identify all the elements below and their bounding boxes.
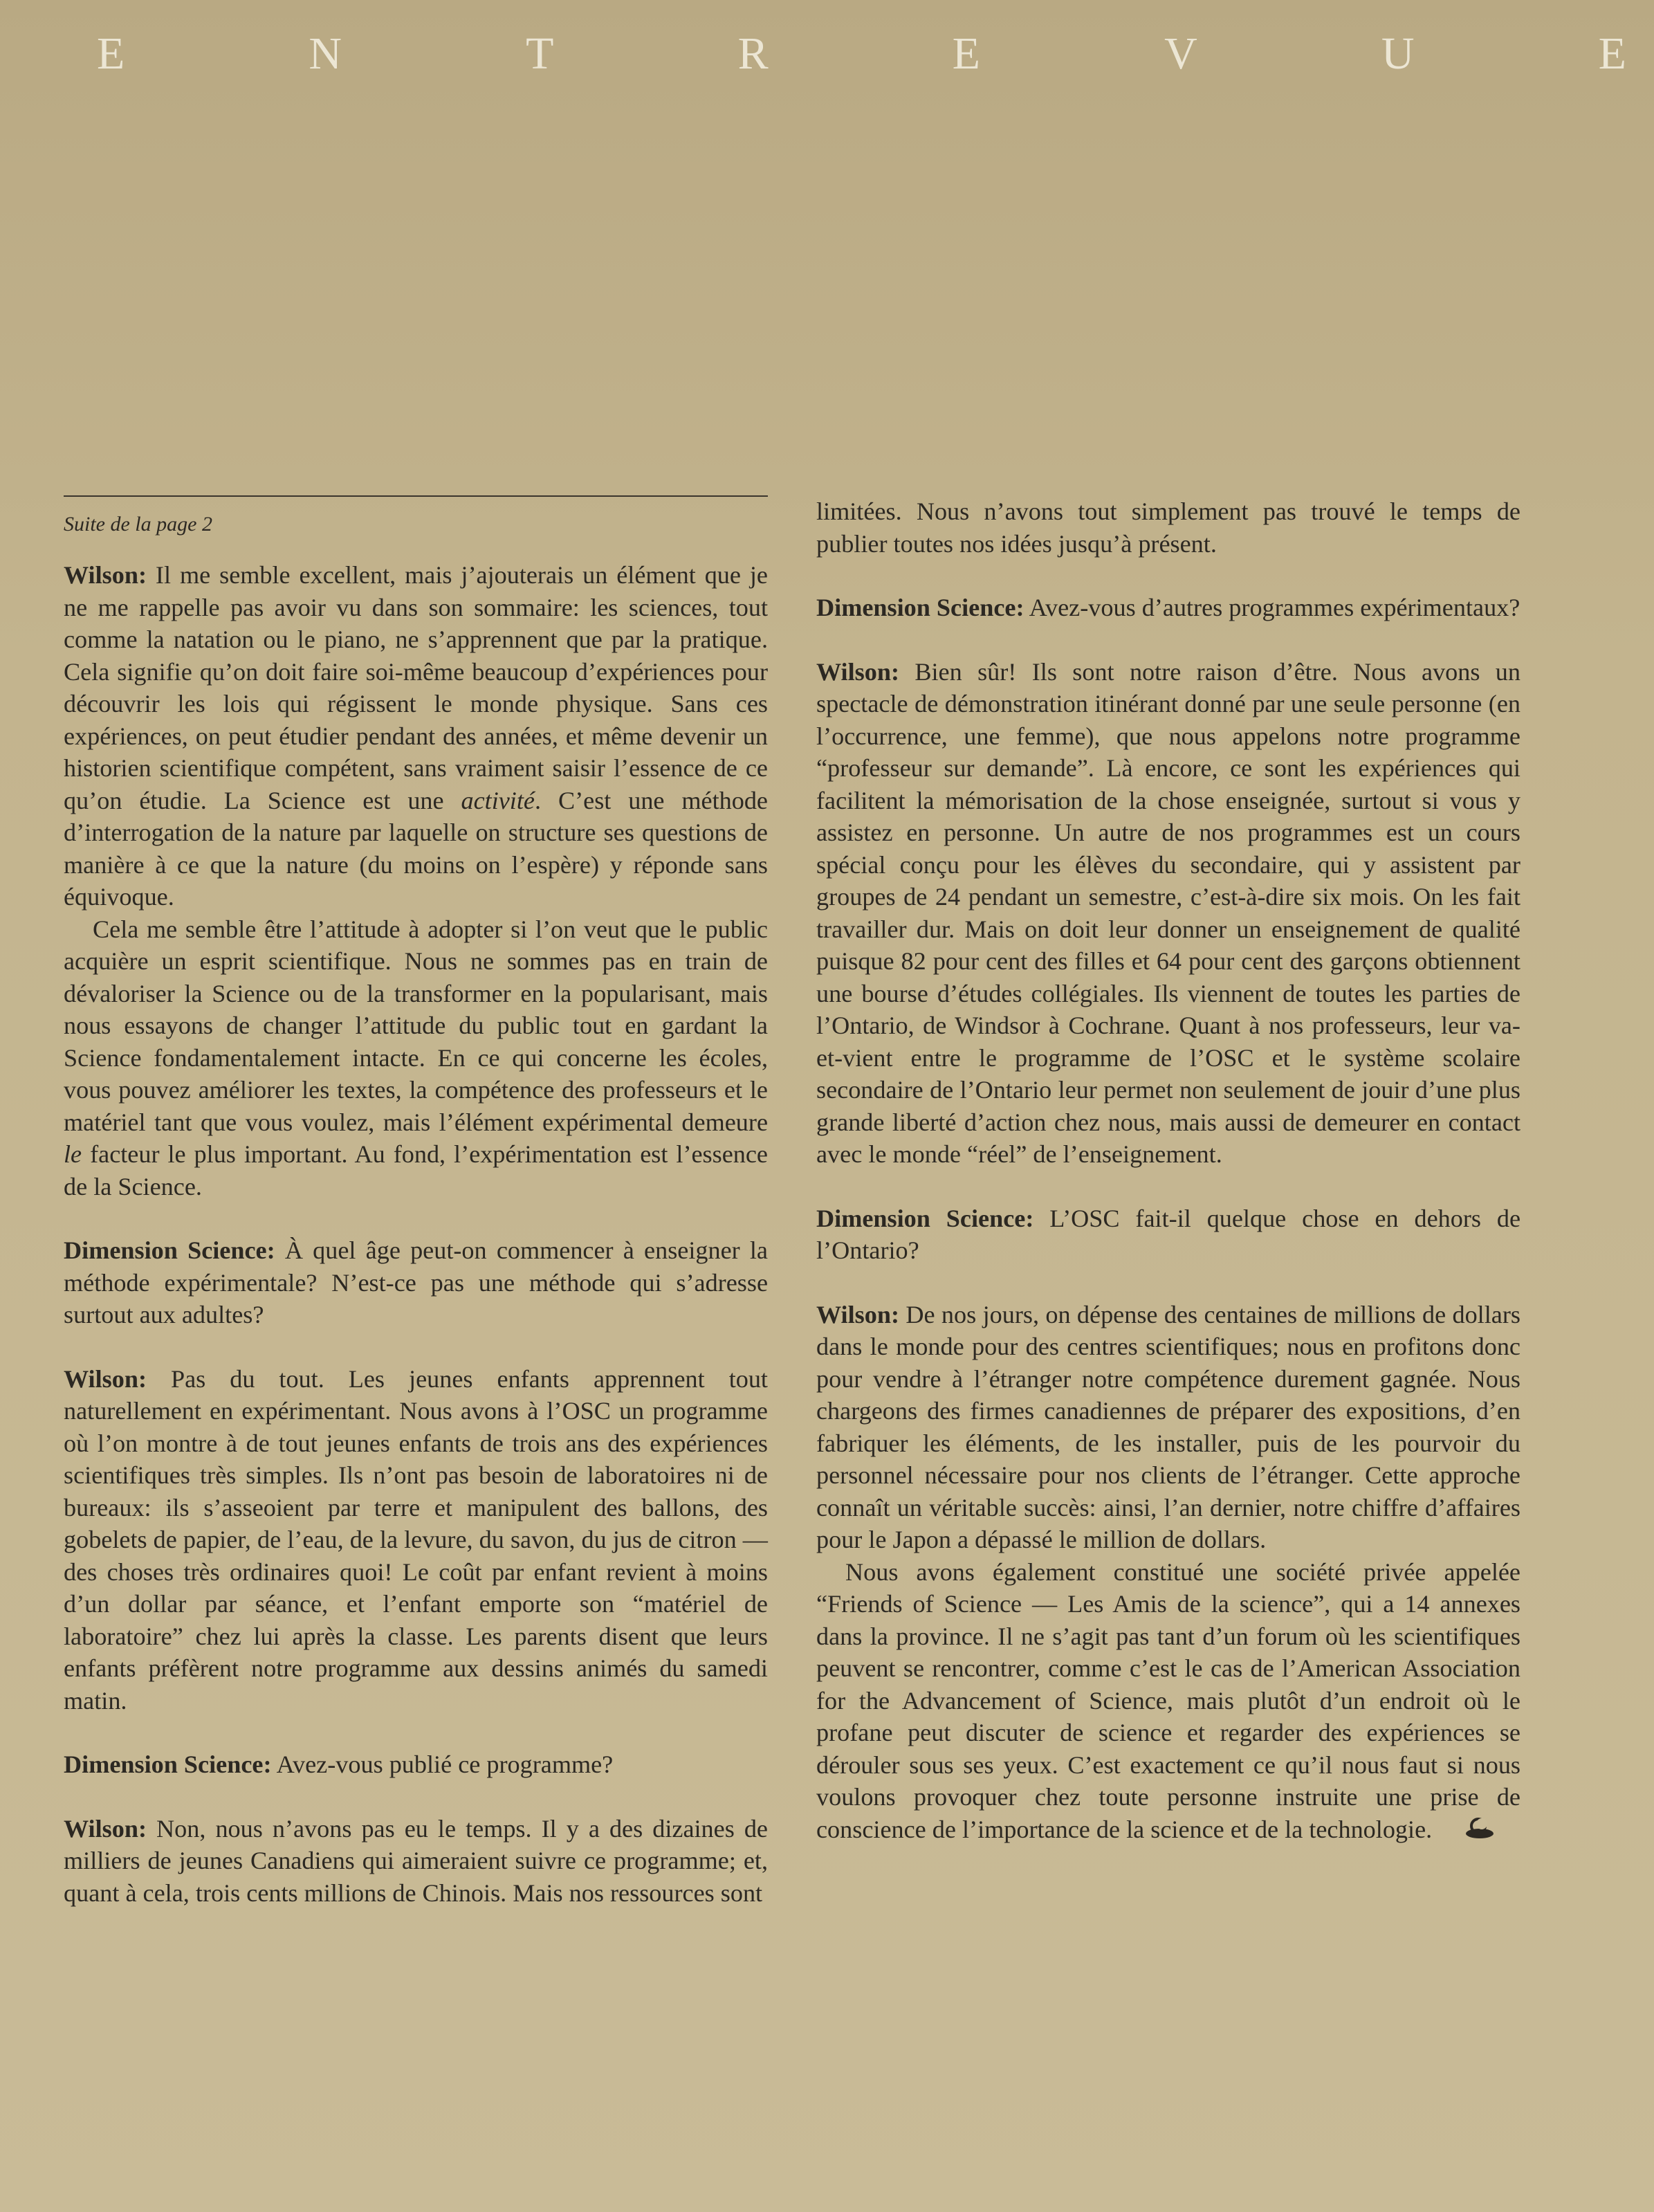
paragraph	[64, 1813, 768, 1910]
emphasis-text: le	[64, 1140, 82, 1168]
section-header	[97, 28, 1626, 80]
header-letter: E	[1598, 28, 1626, 79]
body-text: De nos jours, on dépense des centaines de millions de dollars dans le monde pour des centres scientifiques; nous en profitons donc pour vendre à l’étranger notre compétence durement gagnée. Nous chargeons des firmes canadiennes de préparer des expositions, d’en fabriquer les éléments, de les installer, puis de les pourvoir du personnel nécessaire pour nos clients de l’étranger. Cette approche connaît un véritable succès: ainsi, l’an dernier, notre chiffre d’affaires pour le Japon a dépassé le million de dollars.	[816, 1300, 1520, 1553]
body-text: Il me semble excellent, mais j’ajouterais un élément que je ne me rappelle pas avoir vu dans son sommaire: les sciences, tout comme la natation ou le piano, ne s’apprennent que par la pratique. Cela signifie qu’on doit faire soi-même beaucoup d’expériences pour découvrir les lois qui régissent le monde physique. Sans ces expériences, on peut étudier pendant des années, et même devenir un historien scientifique compétent, sans vraiment saisir l’essence de ce qu’on étudie. La Science est une	[64, 561, 768, 814]
top-rule	[64, 495, 768, 497]
right-column	[816, 495, 1520, 1848]
paragraph	[64, 1748, 768, 1781]
paragraph	[816, 1299, 1520, 1556]
body-text: Cela me semble être l’attitude à adopter si l’on veut que le public acquière un esprit scientifique. Nous ne sommes pas en train de dévaloriser la Science ou de la transformer en la popularisant, mais nous essayons de changer l’attitude du public tout en gardant la Science fondamentalement intacte. En ce qui concerne les écoles, vous pouvez améliorer les textes, la compétence des professeurs et le matériel tant que vous voulez, mais l’élément expérimental demeure	[64, 915, 768, 1136]
paragraph	[64, 1363, 768, 1717]
paragraph	[816, 592, 1520, 624]
speaker-label: Wilson:	[816, 1300, 899, 1328]
header-letter: E	[97, 28, 125, 79]
body-text: Nous avons également constitué une société privée appelée “Friends of Science — Les Amis de la science”, qui a 14 annexes dans la province. Il ne s’agit pas tant d’un forum où les scientifiques peuvent se rencontrer, comme c’est le cas de l’American Association for the Advancement of Science, mais plutôt d’un endroit où le profane peut discuter de science et regarder des expériences se dérouler sous ses yeux. C’est exactement ce qu’il nous faut si nous voulons provoquer chez toute personne instruite une prise de conscience de l’importance de la science et de la technologie.	[816, 1557, 1520, 1843]
speaker-label: Dimension Science:	[64, 1751, 272, 1778]
right-column-text	[816, 495, 1520, 1848]
body-text: À quel âge peut-on commencer à enseigner la méthode expérimentale? N’est-ce pas une méthode qui s’adresse surtout aux adultes?	[64, 1236, 768, 1328]
left-column-text	[64, 559, 768, 1909]
left-column	[64, 495, 768, 1909]
body-text: Non, nous n’avons pas eu le temps. Il y a des dizaines de milliers de jeunes Canadiens qui aimeraient suivre ce programme; et, quant à cela, trois cents millions de Chinois. Mais nos ressources sont	[64, 1814, 768, 1907]
header-letter: N	[309, 28, 342, 79]
paragraph	[64, 913, 768, 1203]
body-text: facteur le plus important. Au fond, l’expérimentation est l’essence de la Science.	[64, 1140, 768, 1200]
header-letter: V	[1164, 28, 1197, 79]
body-text: Avez-vous publié ce programme?	[271, 1751, 614, 1778]
header-letter: T	[526, 28, 554, 79]
paragraph	[64, 1234, 768, 1331]
speaker-label: Wilson:	[64, 1364, 147, 1393]
header-letter: R	[737, 28, 769, 79]
paragraph	[816, 1203, 1520, 1267]
paragraph	[64, 559, 768, 913]
body-text: . C’est une méthode d’interrogation de la nature par laquelle on structure ses questions de manière à ce que la nature (du moins on l’espère) y réponde sans équivoque.	[64, 786, 768, 911]
body-text: Pas du tout. Les jeunes enfants apprennent tout naturellement en expérimentant. Nous avons à l’OSC un programme où l’on montre à de tout jeunes enfants de trois ans des expériences scientifiques très simples. Ils n’ont pas besoin de laboratoires ni de bureaux: ils s’asseoient par terre et manipulent des ballons, des gobelets de papier, de l’eau, de la levure, du savon, du jus de citron — des choses très ordinaires quoi! Le coût par enfant revient à moins d’un dollar par séance, et l’enfant emporte son “matériel de laboratoire” chez lui après la classe. Les parents disent que leurs enfants préfèrent notre programme aux dessins animés du samedi matin.	[64, 1364, 768, 1715]
paragraph	[816, 1556, 1520, 1849]
speaker-label: Dimension Science:	[816, 594, 1024, 621]
body-text: Avez-vous d’autres programmes expérimentaux?	[1024, 594, 1520, 621]
body-text: limitées. Nous n’avons tout simplement pas trouvé le temps de publier toutes nos idées jusqu’à présent.	[816, 497, 1520, 558]
speaker-label: Dimension Science:	[816, 1204, 1034, 1232]
end-mark-icon	[1435, 1816, 1496, 1849]
paragraph	[816, 656, 1520, 1171]
speaker-label: Dimension Science:	[64, 1236, 275, 1264]
speaker-label: Wilson:	[816, 657, 899, 686]
emphasis-text: activité	[461, 786, 535, 814]
body-text: Bien sûr! Ils sont notre raison d’être. Nous avons un spectacle de démonstration itinérant donné par une seule personne (en l’occurrence, une femme), que nous appelons notre programme “professeur sur demande”. Là encore, ce sont les expériences qui facilitent la mémorisation de la chose enseignée, surtout si vous y assistez en personne. Un autre de nos programmes est un cours spécial conçu pour les élèves du secondaire, qui y assistent par groupes de 24 pendant un semestre, c’est-à-dire six mois. On les fait travailler dur. Mais on doit leur donner un enseignement de qualité puisque 82 pour cent des filles et 64 pour cent des garçons obtiennent une bourse d’études collégiales. Ils viennent de toutes les parties de l’Ontario, de Windsor à Cochrane. Quant à nos professeurs, leur va-et-vient entre le programme de l’OSC et le système scolaire secondaire de l’Ontario leur permet non seulement de jouir d’une plus grande liberté d’action chez nous, mais aussi de demeurer en contact avec le monde “réel” de l’enseignement.	[816, 657, 1520, 1168]
continued-note: Suite de la page 2	[64, 513, 212, 536]
header-letter: E	[952, 28, 980, 79]
paragraph	[816, 495, 1520, 560]
body-text: L’OSC fait-il quelque chose en dehors de l’Ontario?	[816, 1204, 1521, 1264]
speaker-label: Wilson:	[64, 1814, 147, 1843]
speaker-label: Wilson:	[64, 561, 147, 589]
header-letter: U	[1381, 28, 1415, 79]
